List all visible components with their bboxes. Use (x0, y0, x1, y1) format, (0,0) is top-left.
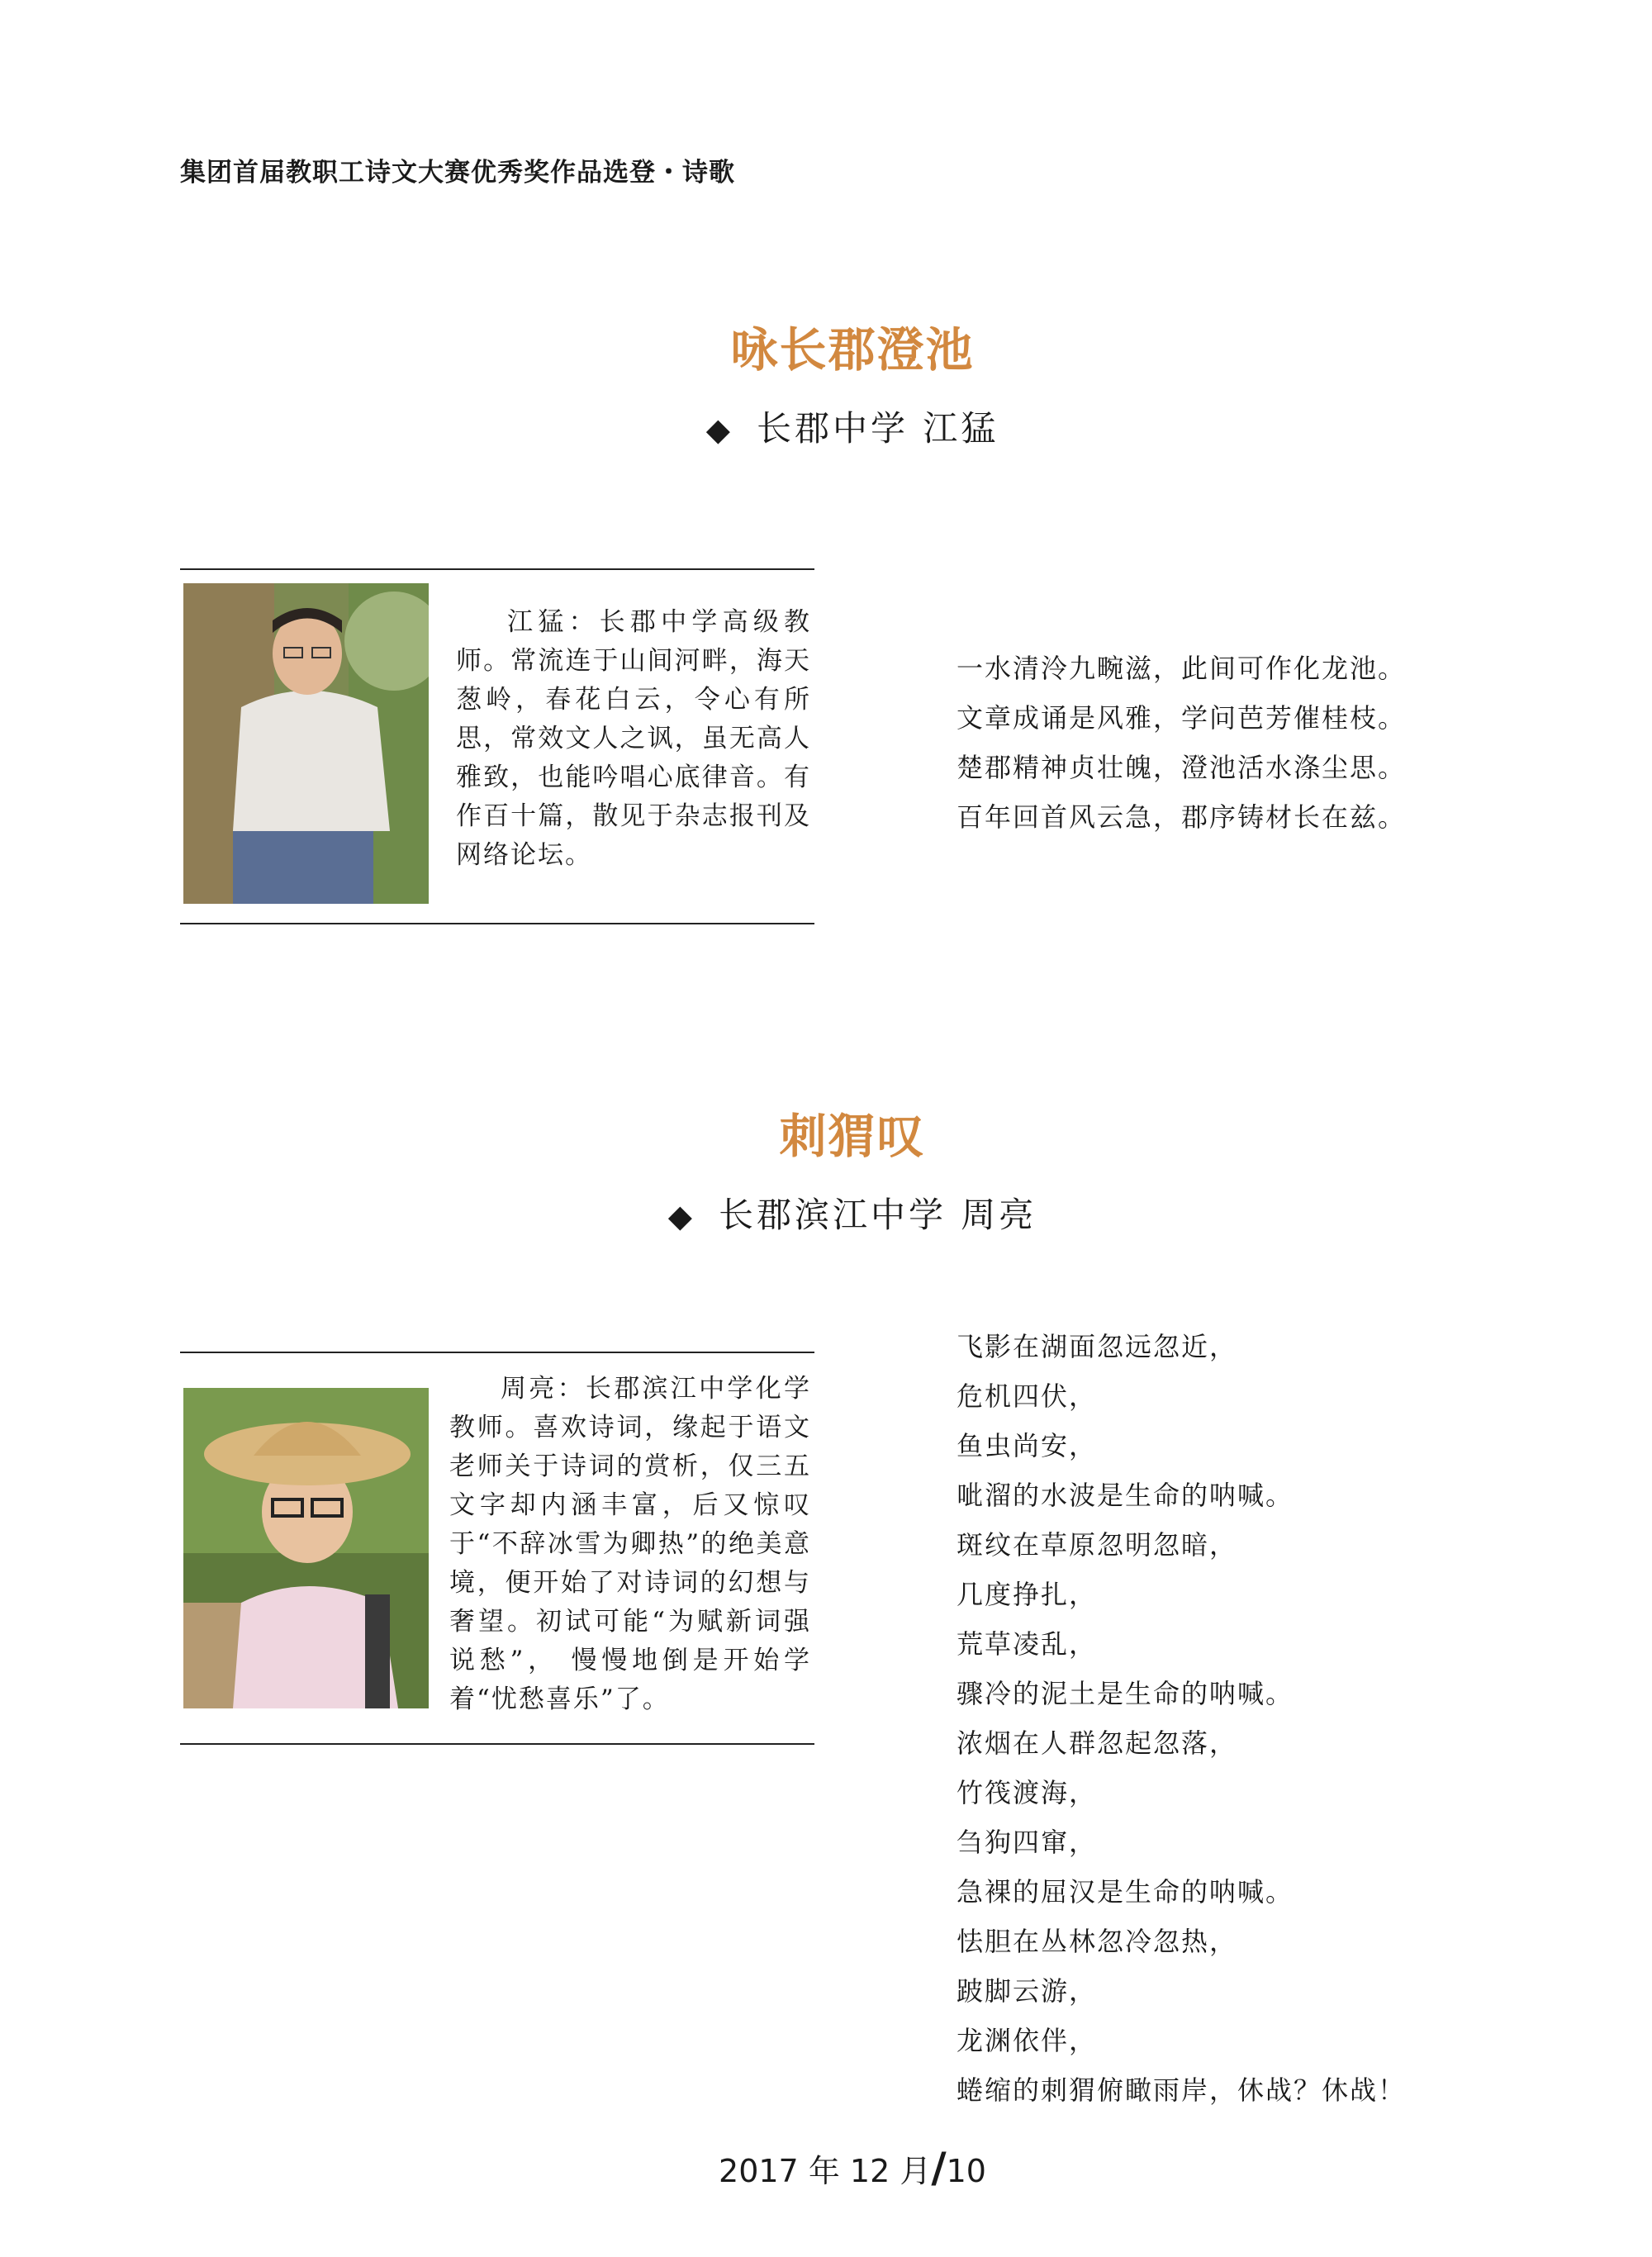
diamond-icon: ◆ (667, 1198, 695, 1234)
poem-body (957, 1322, 1406, 2115)
bio-rule-bottom (180, 923, 814, 924)
poem-line: 几度挣扎， (957, 1579, 1098, 1610)
byline-text: 长郡滨江中学 周亮 (718, 1195, 1037, 1235)
bio-rule-top (180, 568, 814, 570)
byline-text: 长郡中学 江猛 (756, 408, 999, 449)
folio-slash: / (931, 2144, 947, 2192)
page-footer (0, 2144, 1652, 2192)
poem-line: 文章成诵是风雅，学问芭芳催桂枝。 (957, 702, 1407, 734)
poem-line: 龙渊依伴， (957, 2025, 1098, 2056)
bio-text: ：长郡中学高级教师。常流连于山间河畔，海天葱岭，春花白云，令心有所思，常效文人之讽，虽无高人雅致，也能吟唱心底律音。有作百十篇，散见于杂志报刊及网络论坛。 (456, 607, 812, 870)
poem-line: 竹筏渡海， (957, 1777, 1098, 1808)
poem-line: 飞影在湖面忽远忽近， (957, 1331, 1238, 1362)
running-head: 集团首届教职工诗文大赛优秀奖作品选登・诗歌 (180, 158, 735, 188)
poem-line: 刍狗四窜， (957, 1827, 1098, 1858)
poem-body (957, 644, 1406, 842)
byline (0, 1188, 1652, 1238)
poem-line: 鱼虫尚安， (957, 1430, 1098, 1461)
author-name: 周亮 (501, 1374, 558, 1404)
poem-line: 一水清泠九畹滋，此间可作化龙池。 (957, 653, 1407, 684)
diamond-icon: ◆ (705, 411, 733, 448)
author-photo (183, 1388, 429, 1708)
poem-line: 斑纹在草原忽明忽暗， (957, 1529, 1238, 1561)
poem-line: 百年回首风云急，郡序铸材长在兹。 (957, 801, 1407, 833)
poem-line: 荒草凌乱， (957, 1628, 1098, 1660)
bio-rule-top (180, 1352, 814, 1353)
poem-line: 跛脚云游， (957, 1975, 1098, 2007)
author-photo (183, 583, 429, 904)
poem-line: 浓烟在人群忽起忽落， (957, 1727, 1238, 1759)
poem-line: 蜷缩的刺猬俯瞰雨岸，休战？休战！ (957, 2074, 1407, 2106)
bio-text: ：长郡滨江中学化学教师。喜欢诗词，缘起于语文老师关于诗词的赏析，仅三五文字却内涵丰富，后又惊叹于“不辞冰雪为卿热”的绝美意境，便开始了对诗词的幻想与奢望。初试可能“为赋新词强说愁”， 慢慢地倒是开始学着“忧愁喜乐”了。 (449, 1374, 812, 1714)
poem-title: 咏长郡澄池 (730, 322, 975, 378)
poem-line: 楚郡精神贞壮魄，澄池活水涤尘思。 (957, 752, 1407, 783)
issue-date: 2017 年 12 月 (719, 2153, 932, 2189)
author-name: 江猛 (507, 607, 569, 637)
poem-line: 危机四伏， (957, 1380, 1098, 1412)
poem-line: 急裸的屈汉是生命的呐喊。 (957, 1876, 1294, 1908)
author-bio (456, 603, 811, 875)
poem-line: 怯胆在丛林忽冷忽热， (957, 1926, 1238, 1957)
author-bio (449, 1370, 811, 1719)
poem-title: 刺猬叹 (779, 1109, 926, 1164)
poem-line: 呲溜的水波是生命的呐喊。 (957, 1480, 1294, 1511)
poem-line: 骤冷的泥土是生命的呐喊。 (957, 1678, 1294, 1709)
page-number: 10 (946, 2153, 986, 2189)
byline (0, 402, 1652, 451)
bio-rule-bottom (180, 1743, 814, 1745)
